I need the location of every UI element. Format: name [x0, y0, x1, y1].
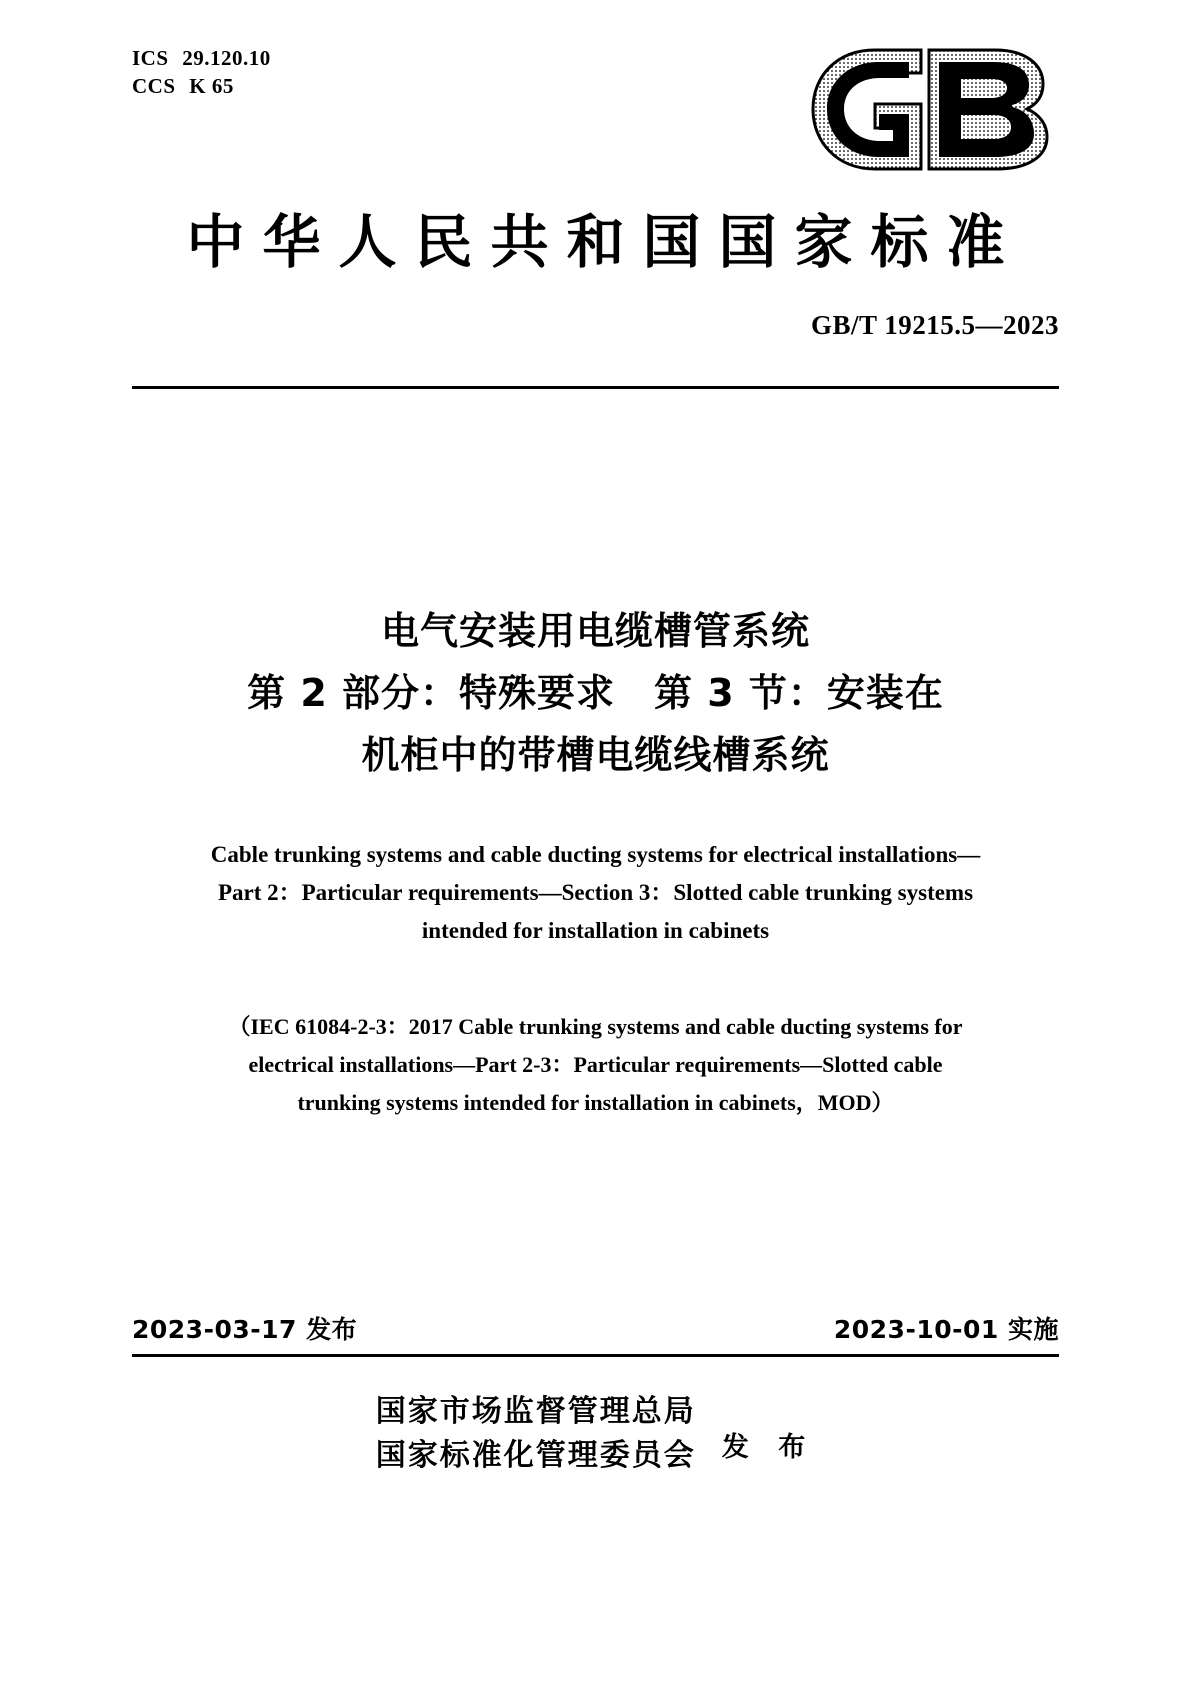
- standard-number: GB/T 19215.5—2023: [810, 310, 1059, 340]
- ics-value: 29.120.10: [182, 46, 271, 70]
- ics-label: ICS: [132, 46, 169, 70]
- document-title-cn-line3: 机柜中的带槽电缆线槽系统: [361, 733, 830, 777]
- document-title-cn-line2: 第 2 部分：特殊要求 第 3 节：安装在: [247, 671, 944, 715]
- implementation-date: 2023-10-01 实施: [833, 1315, 1059, 1344]
- ics-line: [132, 44, 271, 72]
- ccs-label: CCS: [132, 74, 176, 98]
- publisher-line2: 国家标准化管理委员会: [375, 1438, 696, 1473]
- gb-emblem-icon: [803, 42, 1063, 177]
- issue-date: 2023-03-17 发布: [132, 1315, 358, 1344]
- national-standard-title: 中华人民共和国国家标准: [186, 208, 1023, 276]
- ccs-line: [132, 72, 271, 100]
- document-title-cn: [150, 600, 1041, 786]
- document-title-en: [150, 836, 1041, 950]
- source-note-line1: （IEC 61084-2-3：2017 Cable trunking systems and cable ducting systems for: [228, 1014, 963, 1039]
- source-note-line2: electrical installations—Part 2-3：Particular requirements—Slotted cable: [248, 1052, 943, 1077]
- divider-bottom: [132, 1354, 1059, 1357]
- document-title-cn-line1: 电气安装用电缆槽管系统: [380, 609, 810, 653]
- publisher-verb: 发 布: [721, 1431, 816, 1463]
- classification-block: [132, 44, 271, 100]
- source-standard-note: [140, 1008, 1051, 1122]
- publisher-names: [376, 1390, 696, 1478]
- source-note-line3: trunking systems intended for installation in cabinets，MOD）: [297, 1090, 894, 1115]
- publisher-line1: 国家市场监督管理总局: [375, 1394, 696, 1429]
- document-title-en-line2: Part 2：Particular requirements—Section 3：Slotted cable trunking systems: [217, 880, 974, 905]
- document-title-en-line3: intended for installation in cabinets: [421, 918, 770, 943]
- ccs-value: K 65: [189, 74, 234, 98]
- publisher-block: [0, 1390, 1191, 1478]
- document-title-en-line1: Cable trunking systems and cable ducting systems for electrical installations—: [210, 842, 981, 867]
- divider-top: [132, 386, 1059, 389]
